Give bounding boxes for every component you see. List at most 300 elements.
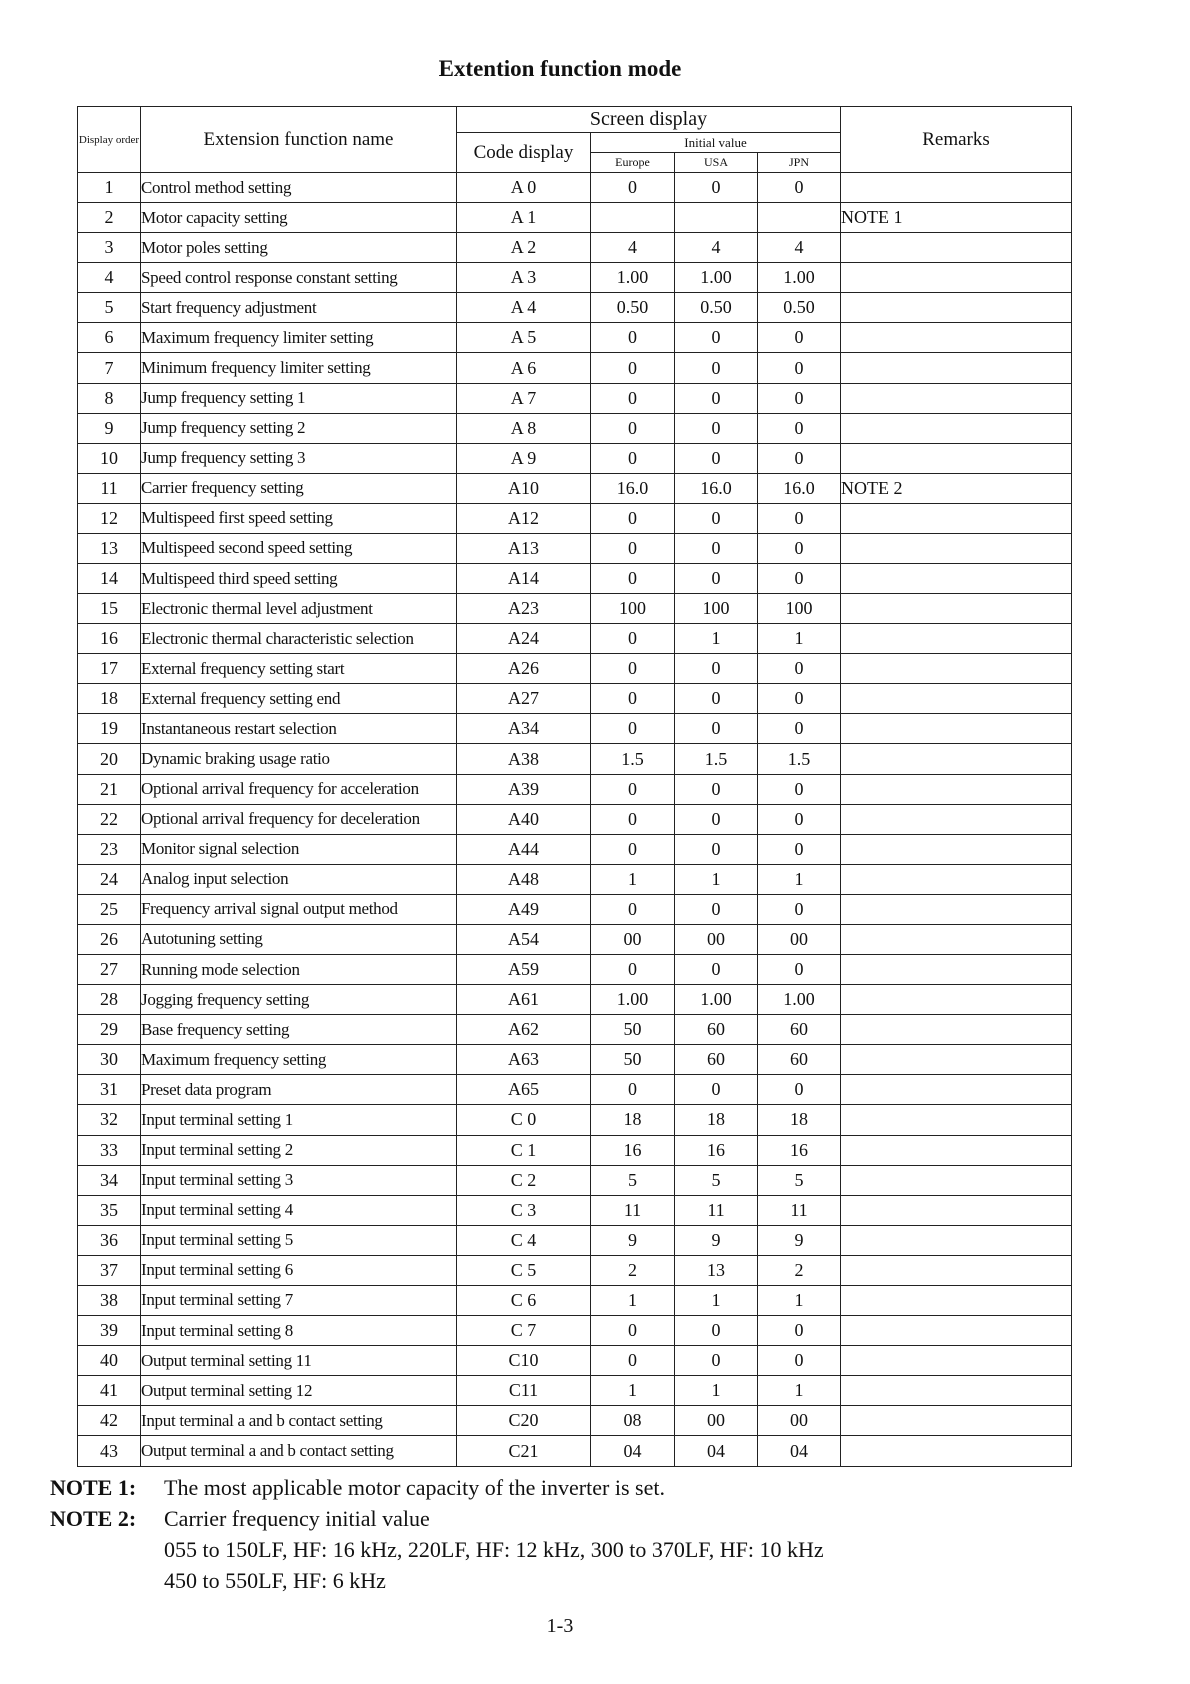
code-display-cell: A 0 bbox=[457, 173, 591, 203]
table-row bbox=[78, 1315, 1072, 1345]
display-order-cell: 5 bbox=[78, 293, 141, 323]
table-row bbox=[78, 864, 1072, 894]
table-row bbox=[78, 654, 1072, 684]
function-name-cell: Jump frequency setting 1 bbox=[141, 383, 457, 413]
europe-header: Europe bbox=[591, 153, 675, 173]
remarks-cell bbox=[841, 624, 1072, 654]
jpn-value-cell: 0 bbox=[758, 654, 841, 684]
table-body bbox=[78, 173, 1072, 1467]
display-order-cell: 8 bbox=[78, 383, 141, 413]
usa-value-cell: 0 bbox=[675, 1346, 758, 1376]
code-display-cell: C 0 bbox=[457, 1105, 591, 1135]
europe-value-cell: 0 bbox=[591, 624, 675, 654]
display-order-cell: 37 bbox=[78, 1255, 141, 1285]
europe-value-cell bbox=[591, 203, 675, 233]
code-display-cell: A49 bbox=[457, 894, 591, 924]
usa-value-cell: 11 bbox=[675, 1195, 758, 1225]
display-order-cell: 18 bbox=[78, 684, 141, 714]
table-row bbox=[78, 293, 1072, 323]
europe-value-cell: 0 bbox=[591, 323, 675, 353]
remarks-cell bbox=[841, 985, 1072, 1015]
remarks-cell bbox=[841, 924, 1072, 954]
europe-value-cell: 9 bbox=[591, 1225, 675, 1255]
jpn-value-cell: 9 bbox=[758, 1225, 841, 1255]
usa-value-cell: 0 bbox=[675, 1075, 758, 1105]
code-display-cell: A23 bbox=[457, 594, 591, 624]
table-row bbox=[78, 443, 1072, 473]
jpn-value-cell: 0 bbox=[758, 714, 841, 744]
usa-value-cell: 0 bbox=[675, 834, 758, 864]
europe-value-cell: 0 bbox=[591, 804, 675, 834]
display-order-cell: 9 bbox=[78, 413, 141, 443]
extension-function-table bbox=[77, 106, 1072, 1467]
usa-value-cell: 0 bbox=[675, 173, 758, 203]
europe-value-cell: 16 bbox=[591, 1135, 675, 1165]
europe-value-cell: 00 bbox=[591, 924, 675, 954]
function-name-cell: Motor capacity setting bbox=[141, 203, 457, 233]
usa-value-cell: 0 bbox=[675, 955, 758, 985]
code-display-cell: A27 bbox=[457, 684, 591, 714]
usa-value-cell: 00 bbox=[675, 924, 758, 954]
page-title: Extention function mode bbox=[438, 56, 682, 81]
europe-value-cell: 1.00 bbox=[591, 985, 675, 1015]
table-row bbox=[78, 503, 1072, 533]
function-name-cell: Maximum frequency setting bbox=[141, 1045, 457, 1075]
code-display-cell: A62 bbox=[457, 1015, 591, 1045]
remarks-cell bbox=[841, 1195, 1072, 1225]
table-row bbox=[78, 173, 1072, 203]
table-row bbox=[78, 564, 1072, 594]
table-row bbox=[78, 203, 1072, 233]
code-display-cell: A24 bbox=[457, 624, 591, 654]
europe-value-cell: 0 bbox=[591, 443, 675, 473]
jpn-value-cell: 1 bbox=[758, 864, 841, 894]
europe-value-cell: 100 bbox=[591, 594, 675, 624]
function-name-cell: Multispeed first speed setting bbox=[141, 503, 457, 533]
table-row bbox=[78, 1406, 1072, 1436]
usa-value-cell: 0 bbox=[675, 383, 758, 413]
function-name-cell: External frequency setting end bbox=[141, 684, 457, 714]
code-display-cell: A 8 bbox=[457, 413, 591, 443]
table-row bbox=[78, 894, 1072, 924]
remarks-cell bbox=[841, 894, 1072, 924]
function-name-cell: Frequency arrival signal output method bbox=[141, 894, 457, 924]
display-order-cell: 10 bbox=[78, 443, 141, 473]
jpn-value-cell: 1 bbox=[758, 624, 841, 654]
function-name-cell: Jump frequency setting 3 bbox=[141, 443, 457, 473]
jpn-value-cell: 04 bbox=[758, 1436, 841, 1467]
usa-value-cell: 0 bbox=[675, 714, 758, 744]
europe-value-cell: 0.50 bbox=[591, 293, 675, 323]
usa-value-cell: 1.5 bbox=[675, 744, 758, 774]
function-name-cell: Running mode selection bbox=[141, 955, 457, 985]
code-display-cell: C 4 bbox=[457, 1225, 591, 1255]
remarks-header: Remarks bbox=[841, 107, 1072, 173]
function-name-cell: Input terminal setting 1 bbox=[141, 1105, 457, 1135]
jpn-value-cell: 0 bbox=[758, 834, 841, 864]
europe-value-cell: 16.0 bbox=[591, 473, 675, 503]
usa-value-cell: 60 bbox=[675, 1015, 758, 1045]
usa-value-cell: 0 bbox=[675, 443, 758, 473]
table-row bbox=[78, 533, 1072, 563]
usa-value-cell: 0 bbox=[675, 323, 758, 353]
jpn-value-cell: 1 bbox=[758, 1376, 841, 1406]
europe-value-cell: 0 bbox=[591, 714, 675, 744]
jpn-value-cell: 1.00 bbox=[758, 985, 841, 1015]
jpn-value-cell: 0 bbox=[758, 774, 841, 804]
table-row bbox=[78, 1285, 1072, 1315]
display-order-cell: 4 bbox=[78, 263, 141, 293]
function-name-cell: Preset data program bbox=[141, 1075, 457, 1105]
function-name-cell: Control method setting bbox=[141, 173, 457, 203]
function-name-cell: Input terminal setting 5 bbox=[141, 1225, 457, 1255]
europe-value-cell: 2 bbox=[591, 1255, 675, 1285]
europe-value-cell: 1 bbox=[591, 1376, 675, 1406]
display-order-cell: 16 bbox=[78, 624, 141, 654]
usa-value-cell: 0 bbox=[675, 804, 758, 834]
page-number: 1-3 bbox=[546, 1615, 574, 1637]
remarks-cell bbox=[841, 1045, 1072, 1075]
code-display-cell: A39 bbox=[457, 774, 591, 804]
remarks-cell bbox=[841, 955, 1072, 985]
remarks-cell bbox=[841, 594, 1072, 624]
usa-value-cell: 9 bbox=[675, 1225, 758, 1255]
usa-value-cell: 16 bbox=[675, 1135, 758, 1165]
code-display-cell: A44 bbox=[457, 834, 591, 864]
usa-value-cell: 4 bbox=[675, 233, 758, 263]
display-order-cell: 35 bbox=[78, 1195, 141, 1225]
usa-value-cell: 16.0 bbox=[675, 473, 758, 503]
remarks-cell bbox=[841, 353, 1072, 383]
function-name-header: Extension function name bbox=[141, 107, 457, 173]
code-display-cell: C11 bbox=[457, 1376, 591, 1406]
display-order-cell: 14 bbox=[78, 564, 141, 594]
function-name-cell: Optional arrival frequency for deceleration bbox=[141, 804, 457, 834]
function-name-cell: Instantaneous restart selection bbox=[141, 714, 457, 744]
usa-header: USA bbox=[675, 153, 758, 173]
jpn-value-cell: 0 bbox=[758, 1346, 841, 1376]
display-order-cell: 41 bbox=[78, 1376, 141, 1406]
europe-value-cell: 0 bbox=[591, 1346, 675, 1376]
remarks-cell bbox=[841, 503, 1072, 533]
europe-value-cell: 4 bbox=[591, 233, 675, 263]
remarks-cell bbox=[841, 413, 1072, 443]
europe-value-cell: 0 bbox=[591, 383, 675, 413]
europe-value-cell: 0 bbox=[591, 173, 675, 203]
code-display-cell: C 6 bbox=[457, 1285, 591, 1315]
function-name-cell: Start frequency adjustment bbox=[141, 293, 457, 323]
table-row bbox=[78, 985, 1072, 1015]
remarks-cell bbox=[841, 323, 1072, 353]
code-display-cell: A 3 bbox=[457, 263, 591, 293]
usa-value-cell: 1 bbox=[675, 1376, 758, 1406]
jpn-value-cell: 16.0 bbox=[758, 473, 841, 503]
display-order-cell: 24 bbox=[78, 864, 141, 894]
function-name-cell: Input terminal setting 7 bbox=[141, 1285, 457, 1315]
display-order-cell: 20 bbox=[78, 744, 141, 774]
europe-value-cell: 08 bbox=[591, 1406, 675, 1436]
function-name-cell: Input terminal setting 4 bbox=[141, 1195, 457, 1225]
europe-value-cell: 0 bbox=[591, 1315, 675, 1345]
usa-value-cell: 60 bbox=[675, 1045, 758, 1075]
table-row bbox=[78, 714, 1072, 744]
table-row bbox=[78, 1436, 1072, 1467]
display-order-cell: 38 bbox=[78, 1285, 141, 1315]
jpn-value-cell: 0 bbox=[758, 353, 841, 383]
display-order-cell: 32 bbox=[78, 1105, 141, 1135]
remarks-cell bbox=[841, 263, 1072, 293]
table-row bbox=[78, 624, 1072, 654]
table-row bbox=[78, 263, 1072, 293]
jpn-value-cell: 5 bbox=[758, 1165, 841, 1195]
remarks-cell: NOTE 1 bbox=[841, 203, 1072, 233]
jpn-value-cell: 0 bbox=[758, 383, 841, 413]
function-name-cell: Input terminal setting 8 bbox=[141, 1315, 457, 1345]
function-name-cell: Input terminal setting 3 bbox=[141, 1165, 457, 1195]
remarks-cell bbox=[841, 293, 1072, 323]
function-name-cell: Minimum frequency limiter setting bbox=[141, 353, 457, 383]
code-display-cell: A26 bbox=[457, 654, 591, 684]
remarks-cell bbox=[841, 1105, 1072, 1135]
display-order-cell: 29 bbox=[78, 1015, 141, 1045]
jpn-value-cell: 00 bbox=[758, 1406, 841, 1436]
jpn-value-cell: 60 bbox=[758, 1015, 841, 1045]
table-row bbox=[78, 473, 1072, 503]
function-name-cell: Electronic thermal characteristic selection bbox=[141, 624, 457, 654]
code-display-cell: A59 bbox=[457, 955, 591, 985]
remarks-cell: NOTE 2 bbox=[841, 473, 1072, 503]
europe-value-cell: 04 bbox=[591, 1436, 675, 1467]
europe-value-cell: 0 bbox=[591, 564, 675, 594]
europe-value-cell: 0 bbox=[591, 654, 675, 684]
remarks-cell bbox=[841, 1436, 1072, 1467]
table-row bbox=[78, 834, 1072, 864]
europe-value-cell: 1.00 bbox=[591, 263, 675, 293]
function-name-cell: Autotuning setting bbox=[141, 924, 457, 954]
function-name-cell: External frequency setting start bbox=[141, 654, 457, 684]
jpn-value-cell: 4 bbox=[758, 233, 841, 263]
usa-value-cell: 0 bbox=[675, 353, 758, 383]
remarks-cell bbox=[841, 744, 1072, 774]
usa-value-cell: 1.00 bbox=[675, 263, 758, 293]
jpn-value-cell: 16 bbox=[758, 1135, 841, 1165]
display-order-cell: 17 bbox=[78, 654, 141, 684]
code-display-cell: A 9 bbox=[457, 443, 591, 473]
usa-value-cell: 0 bbox=[675, 503, 758, 533]
function-name-cell: Analog input selection bbox=[141, 864, 457, 894]
usa-value-cell: 0 bbox=[675, 774, 758, 804]
display-order-cell: 34 bbox=[78, 1165, 141, 1195]
europe-value-cell: 50 bbox=[591, 1045, 675, 1075]
jpn-value-cell: 0 bbox=[758, 533, 841, 563]
remarks-cell bbox=[841, 1406, 1072, 1436]
remarks-cell bbox=[841, 1315, 1072, 1345]
remarks-cell bbox=[841, 1135, 1072, 1165]
europe-value-cell: 1 bbox=[591, 864, 675, 894]
usa-value-cell: 13 bbox=[675, 1255, 758, 1285]
code-display-cell: C 7 bbox=[457, 1315, 591, 1345]
note-2-text: Carrier frequency initial value bbox=[164, 1506, 430, 1531]
code-display-cell: A65 bbox=[457, 1075, 591, 1105]
usa-value-cell: 00 bbox=[675, 1406, 758, 1436]
table-row bbox=[78, 1105, 1072, 1135]
code-display-header: Code display bbox=[457, 133, 591, 173]
remarks-cell bbox=[841, 684, 1072, 714]
table-row bbox=[78, 1015, 1072, 1045]
jpn-value-cell: 18 bbox=[758, 1105, 841, 1135]
display-order-cell: 39 bbox=[78, 1315, 141, 1345]
remarks-cell bbox=[841, 1285, 1072, 1315]
table-row bbox=[78, 323, 1072, 353]
display-order-cell: 31 bbox=[78, 1075, 141, 1105]
jpn-value-cell: 0 bbox=[758, 1315, 841, 1345]
jpn-value-cell: 2 bbox=[758, 1255, 841, 1285]
table-row bbox=[78, 233, 1072, 263]
table-row bbox=[78, 1045, 1072, 1075]
remarks-cell bbox=[841, 1376, 1072, 1406]
code-display-cell: A40 bbox=[457, 804, 591, 834]
europe-value-cell: 0 bbox=[591, 894, 675, 924]
display-order-cell: 3 bbox=[78, 233, 141, 263]
europe-value-cell: 50 bbox=[591, 1015, 675, 1045]
jpn-value-cell: 100 bbox=[758, 594, 841, 624]
europe-value-cell: 1.5 bbox=[591, 744, 675, 774]
europe-value-cell: 5 bbox=[591, 1165, 675, 1195]
table-row bbox=[78, 1376, 1072, 1406]
code-display-cell: A 1 bbox=[457, 203, 591, 233]
display-order-cell: 27 bbox=[78, 955, 141, 985]
screen-display-header: Screen display bbox=[457, 107, 841, 133]
function-name-cell: Input terminal setting 6 bbox=[141, 1255, 457, 1285]
europe-value-cell: 0 bbox=[591, 413, 675, 443]
europe-value-cell: 0 bbox=[591, 533, 675, 563]
usa-value-cell: 0 bbox=[675, 684, 758, 714]
remarks-cell bbox=[841, 804, 1072, 834]
note-2 bbox=[50, 1503, 824, 1534]
europe-value-cell: 0 bbox=[591, 955, 675, 985]
display-order-cell: 21 bbox=[78, 774, 141, 804]
display-order-cell: 23 bbox=[78, 834, 141, 864]
function-name-cell: Base frequency setting bbox=[141, 1015, 457, 1045]
code-display-cell: C 2 bbox=[457, 1165, 591, 1195]
function-name-cell: Speed control response constant setting bbox=[141, 263, 457, 293]
remarks-cell bbox=[841, 714, 1072, 744]
display-order-cell: 1 bbox=[78, 173, 141, 203]
code-display-cell: A14 bbox=[457, 564, 591, 594]
display-order-header: Display order bbox=[78, 107, 141, 173]
jpn-value-cell: 0 bbox=[758, 1075, 841, 1105]
code-display-cell: A 4 bbox=[457, 293, 591, 323]
code-display-cell: C10 bbox=[457, 1346, 591, 1376]
display-order-cell: 43 bbox=[78, 1436, 141, 1467]
function-name-cell: Jump frequency setting 2 bbox=[141, 413, 457, 443]
remarks-cell bbox=[841, 233, 1072, 263]
europe-value-cell: 0 bbox=[591, 834, 675, 864]
table-row bbox=[78, 1225, 1072, 1255]
remarks-cell bbox=[841, 383, 1072, 413]
display-order-cell: 15 bbox=[78, 594, 141, 624]
usa-value-cell: 1.00 bbox=[675, 985, 758, 1015]
usa-value-cell: 100 bbox=[675, 594, 758, 624]
code-display-cell: A12 bbox=[457, 503, 591, 533]
display-order-cell: 13 bbox=[78, 533, 141, 563]
display-order-cell: 12 bbox=[78, 503, 141, 533]
jpn-value-cell: 0 bbox=[758, 413, 841, 443]
display-order-cell: 7 bbox=[78, 353, 141, 383]
europe-value-cell: 0 bbox=[591, 774, 675, 804]
remarks-cell bbox=[841, 1075, 1072, 1105]
table-row bbox=[78, 353, 1072, 383]
remarks-cell bbox=[841, 1015, 1072, 1045]
usa-value-cell: 0 bbox=[675, 413, 758, 443]
function-name-cell: Multispeed second speed setting bbox=[141, 533, 457, 563]
remarks-cell bbox=[841, 1165, 1072, 1195]
remarks-cell bbox=[841, 1255, 1072, 1285]
display-order-cell: 25 bbox=[78, 894, 141, 924]
jpn-value-cell: 0 bbox=[758, 804, 841, 834]
usa-value-cell: 1 bbox=[675, 624, 758, 654]
function-name-cell: Output terminal setting 12 bbox=[141, 1376, 457, 1406]
usa-value-cell: 0 bbox=[675, 894, 758, 924]
code-display-cell: A10 bbox=[457, 473, 591, 503]
remarks-cell bbox=[841, 1225, 1072, 1255]
display-order-cell: 33 bbox=[78, 1135, 141, 1165]
jpn-value-cell: 0 bbox=[758, 503, 841, 533]
function-name-cell: Dynamic braking usage ratio bbox=[141, 744, 457, 774]
europe-value-cell: 0 bbox=[591, 353, 675, 383]
function-name-cell: Motor poles setting bbox=[141, 233, 457, 263]
jpn-value-cell: 0 bbox=[758, 443, 841, 473]
jpn-value-cell: 1 bbox=[758, 1285, 841, 1315]
jpn-value-cell: 11 bbox=[758, 1195, 841, 1225]
display-order-cell: 42 bbox=[78, 1406, 141, 1436]
code-display-cell: C20 bbox=[457, 1406, 591, 1436]
europe-value-cell: 0 bbox=[591, 503, 675, 533]
function-name-cell: Jogging frequency setting bbox=[141, 985, 457, 1015]
function-name-cell: Multispeed third speed setting bbox=[141, 564, 457, 594]
note-2-line-3: 450 to 550LF, HF: 6 kHz bbox=[164, 1568, 386, 1593]
table-row bbox=[78, 1075, 1072, 1105]
table-row bbox=[78, 774, 1072, 804]
function-name-cell: Maximum frequency limiter setting bbox=[141, 323, 457, 353]
note-1-text: The most applicable motor capacity of the inverter is set. bbox=[164, 1475, 665, 1500]
remarks-cell bbox=[841, 654, 1072, 684]
function-name-cell: Input terminal setting 2 bbox=[141, 1135, 457, 1165]
note-2-line-2: 055 to 150LF, HF: 16 kHz, 220LF, HF: 12 kHz, 300 to 370LF, HF: 10 kHz bbox=[164, 1537, 824, 1562]
notes bbox=[50, 1472, 824, 1596]
code-display-cell: C21 bbox=[457, 1436, 591, 1467]
code-display-cell: A 5 bbox=[457, 323, 591, 353]
usa-value-cell: 1 bbox=[675, 864, 758, 894]
remarks-cell bbox=[841, 564, 1072, 594]
display-order-cell: 36 bbox=[78, 1225, 141, 1255]
jpn-value-cell: 0 bbox=[758, 173, 841, 203]
function-name-cell: Input terminal a and b contact setting bbox=[141, 1406, 457, 1436]
europe-value-cell: 1 bbox=[591, 1285, 675, 1315]
display-order-cell: 28 bbox=[78, 985, 141, 1015]
usa-value-cell: 04 bbox=[675, 1436, 758, 1467]
function-name-cell: Monitor signal selection bbox=[141, 834, 457, 864]
code-display-cell: A13 bbox=[457, 533, 591, 563]
display-order-cell: 19 bbox=[78, 714, 141, 744]
table-row bbox=[78, 383, 1072, 413]
jpn-header: JPN bbox=[758, 153, 841, 173]
remarks-cell bbox=[841, 533, 1072, 563]
usa-value-cell: 1 bbox=[675, 1285, 758, 1315]
table-row bbox=[78, 1195, 1072, 1225]
code-display-cell: A38 bbox=[457, 744, 591, 774]
usa-value-cell: 0.50 bbox=[675, 293, 758, 323]
